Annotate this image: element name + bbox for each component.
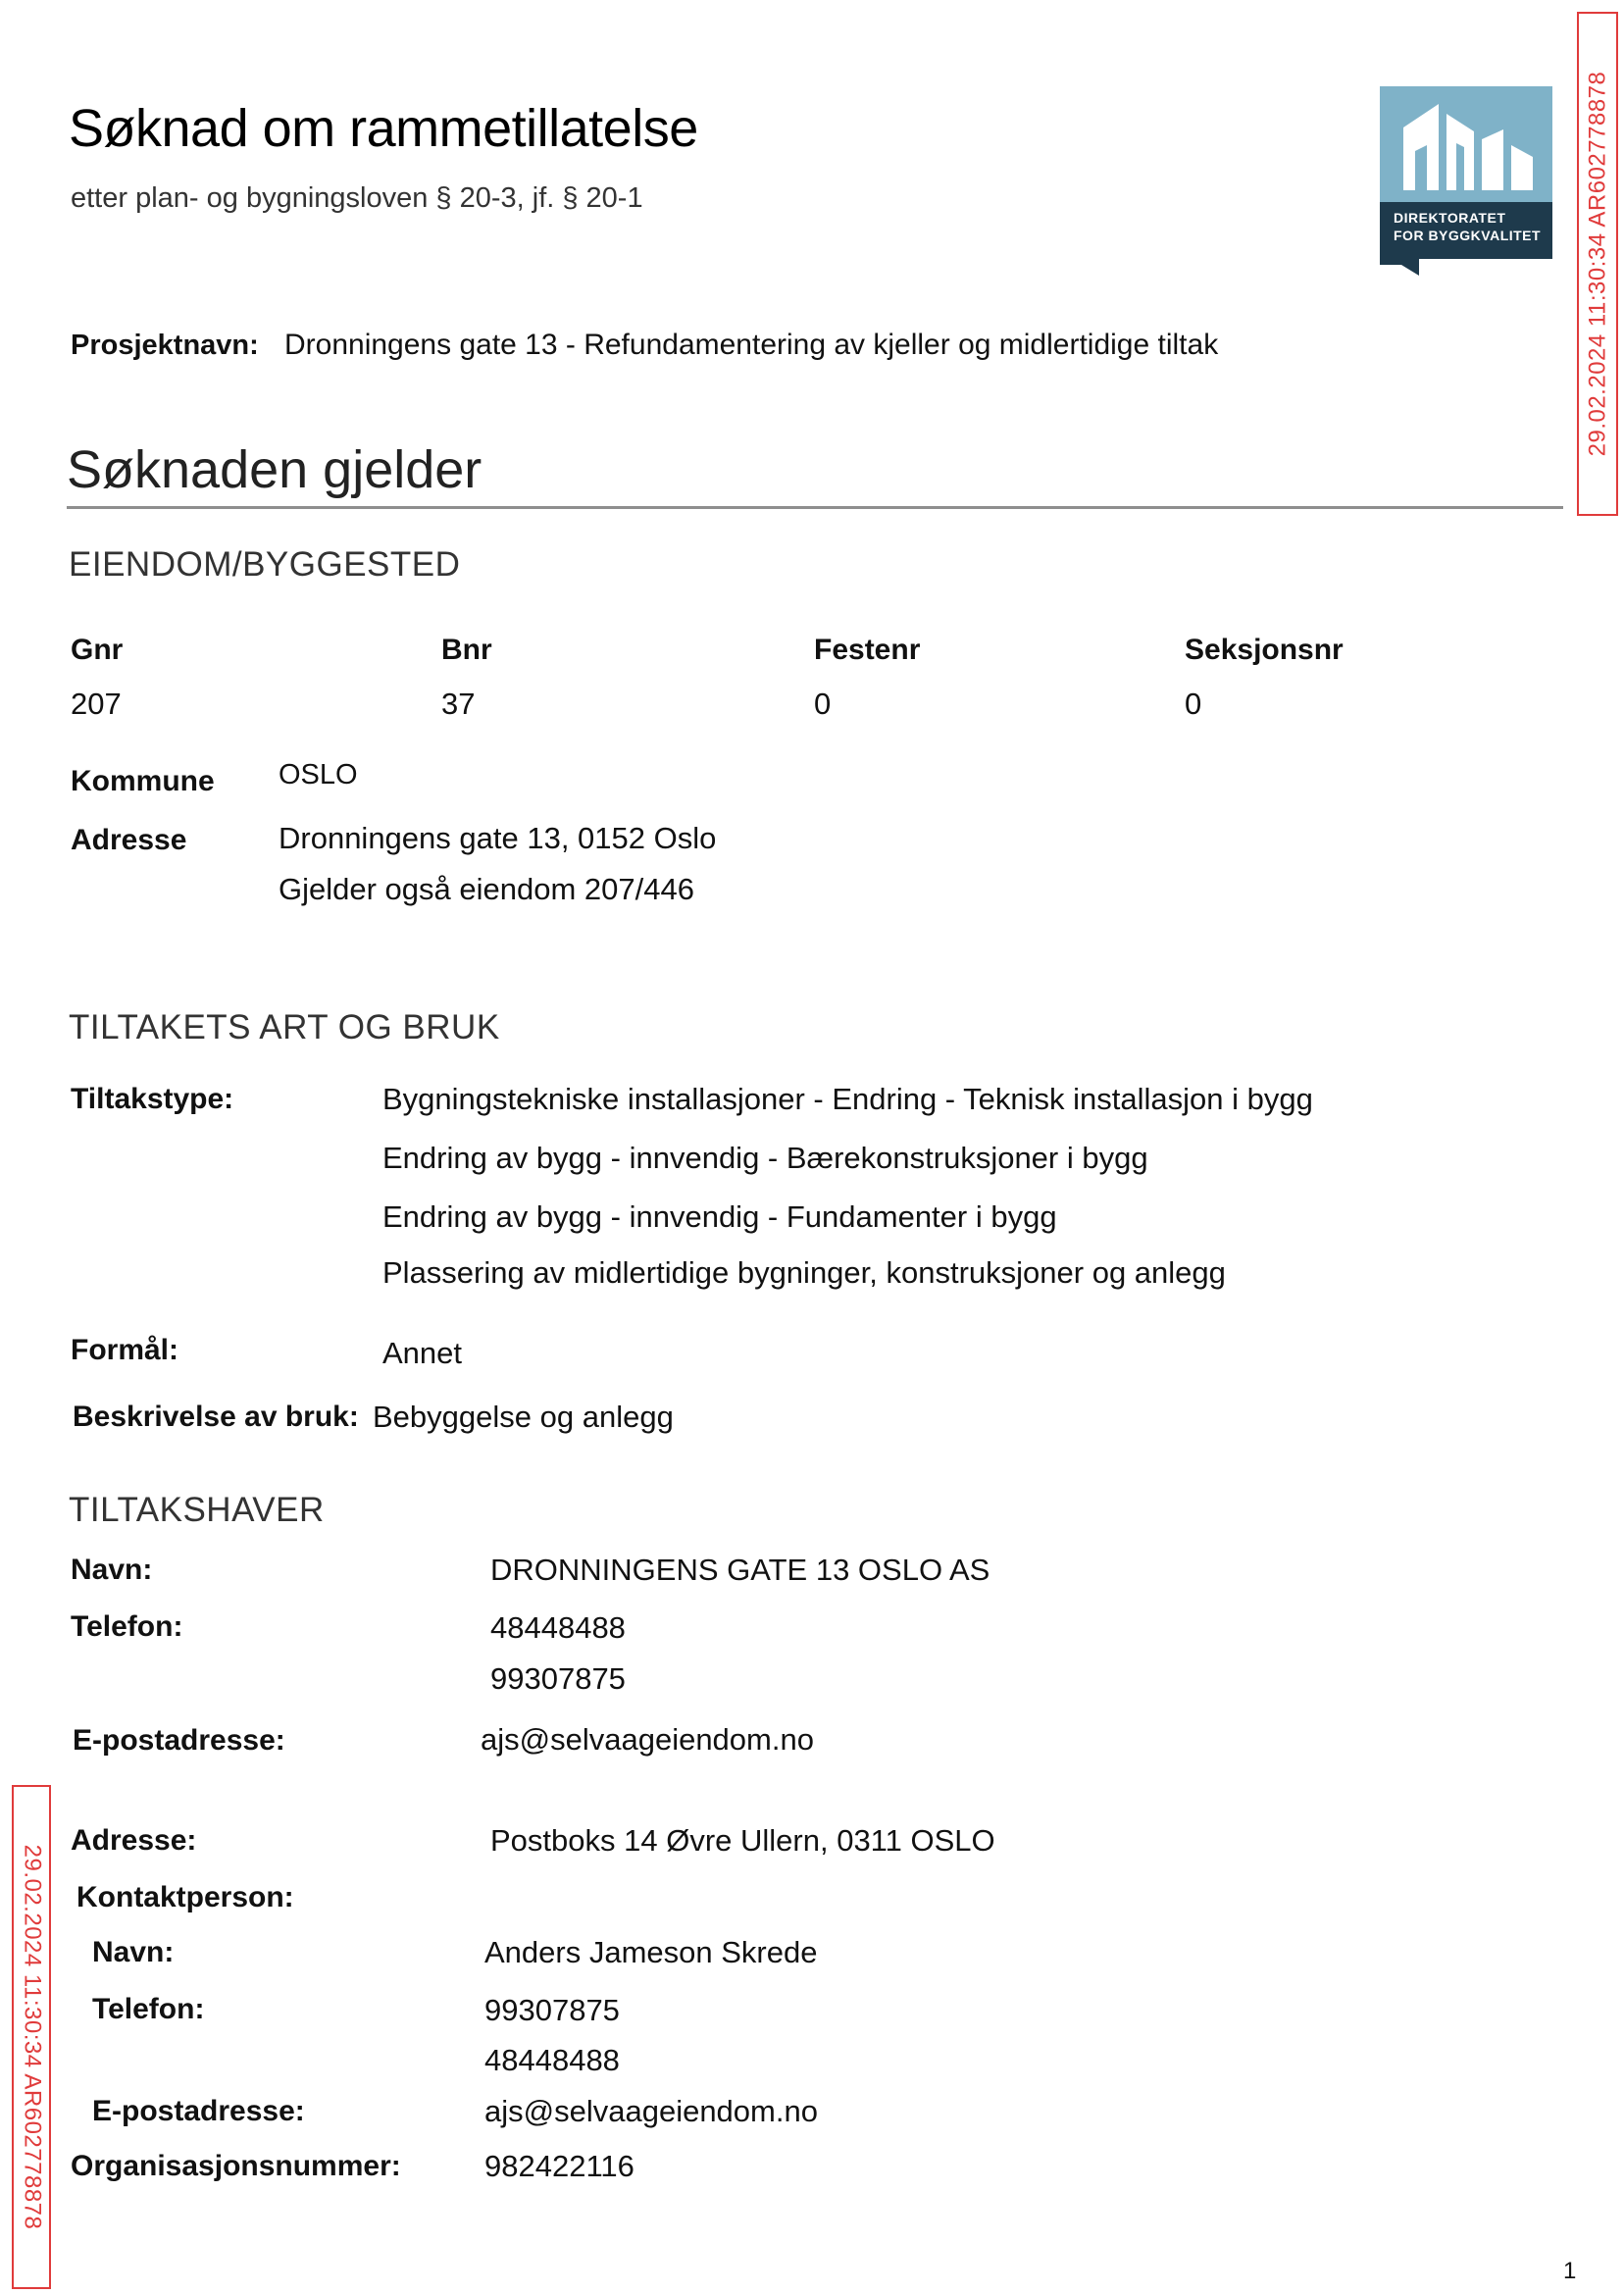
bnr-value: 37 [441,687,476,721]
section-divider [67,506,1563,509]
stamp-text: 29.02.2024 11:30:34 AR602778878 [1584,71,1610,457]
tiltakstype-item: Plassering av midlertidige bygninger, konstruksjoner og anlegg [382,1255,1226,1290]
owner-address-label: Adresse: [71,1824,197,1857]
formal-label: Formål: [71,1334,179,1366]
tiltakstype-item: Bygningstekniske installasjoner - Endring - Teknisk installasjon i bygg [382,1082,1313,1116]
contact-email-value: ajs@selvaageiendom.no [484,2094,818,2128]
tiltakstype-item: Endring av bygg - innvendig - Fundamenter i bygg [382,1199,1057,1234]
contact-person-label: Kontaktperson: [76,1881,294,1913]
kommune-label: Kommune [71,765,215,797]
project-value: Dronningens gate 13 - Refundamentering av kjeller og midlertidige tiltak [284,329,1219,361]
contact-phone-1: 99307875 [484,1993,620,2027]
adresse-label: Adresse [71,824,187,856]
tiltakstype-label: Tiltakstype: [71,1083,234,1115]
owner-phone-1: 48448488 [490,1610,626,1645]
usage-label: Beskrivelse av bruk: [73,1401,359,1433]
org-number-value: 982422116 [484,2149,634,2183]
owner-email-value: ajs@selvaageiendom.no [481,1722,814,1757]
adresse-line-1: Dronningens gate 13, 0152 Oslo [279,821,717,855]
owner-email-label: E-postadresse: [73,1724,285,1757]
owner-phone-2: 99307875 [490,1661,626,1696]
timestamp-stamp-left [12,1785,51,2289]
owner-address-value: Postboks 14 Øvre Ullern, 0311 OSLO [490,1823,995,1858]
usage-value: Bebyggelse og anlegg [373,1400,674,1434]
seksjonsnr-value: 0 [1185,687,1202,721]
contact-phone-label: Telefon: [92,1993,205,2025]
festenr-value: 0 [814,687,832,721]
dibk-logo [1380,86,1552,276]
tiltakstype-item: Endring av bygg - innvendig - Bærekonstruksjoner i bygg [382,1141,1148,1175]
owner-phone-label: Telefon: [71,1610,183,1643]
page-subtitle: etter plan- og bygningsloven § 20-3, jf. § 20-1 [71,182,643,214]
timestamp-stamp-top [1577,12,1618,516]
owner-name-label: Navn: [71,1554,153,1586]
dibk-logo-graphic [1380,86,1552,276]
contact-phone-2: 48448488 [484,2043,620,2077]
org-number-label: Organisasjonsnummer: [71,2150,401,2182]
gnr-label: Gnr [71,634,124,666]
bnr-label: Bnr [441,634,492,666]
contact-name-label: Navn: [92,1936,175,1968]
contact-name-value: Anders Jameson Skrede [484,1935,818,1969]
contact-email-label: E-postadresse: [92,2095,305,2127]
section-title: Søknaden gjelder [67,440,482,499]
measure-heading: TILTAKETS ART OG BRUK [69,1008,500,1046]
page-number: 1 [1563,2258,1577,2284]
project-label: Prosjektnavn: [71,330,259,361]
owner-heading: TILTAKSHAVER [69,1491,325,1529]
page-title: Søknad om rammetillatelse [69,99,698,158]
formal-value: Annet [382,1336,463,1370]
owner-name-value: DRONNINGENS GATE 13 OSLO AS [490,1553,990,1587]
gnr-value: 207 [71,687,122,721]
adresse-line-2: Gjelder også eiendom 207/446 [279,872,694,906]
stamp-text: 29.02.2024 11:30:34 AR602778878 [19,1844,45,2230]
property-heading: EIENDOM/BYGGESTED [69,545,461,584]
festenr-label: Festenr [814,634,921,666]
logo-line-1: DIREKTORATET [1394,210,1506,226]
seksjonsnr-label: Seksjonsnr [1185,634,1344,666]
kommune-value: OSLO [279,759,358,790]
logo-line-2: FOR BYGGKVALITET [1394,228,1542,243]
